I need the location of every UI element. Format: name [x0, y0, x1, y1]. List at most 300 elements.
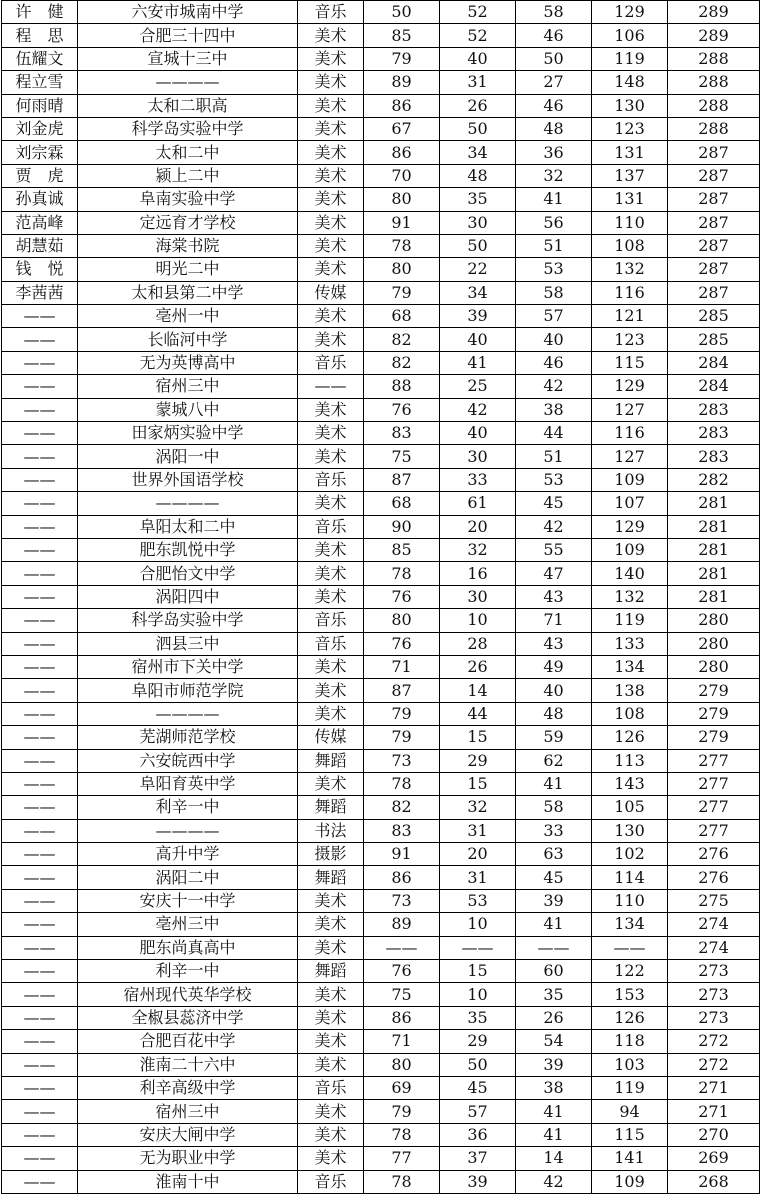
category-cell: 美术 — [298, 258, 364, 281]
school-cell: ———— — [78, 702, 298, 725]
score-1-cell: 91 — [364, 211, 440, 234]
score-4-cell: 106 — [592, 24, 668, 47]
score-3-cell: 46 — [516, 351, 592, 374]
score-4-cell: 115 — [592, 1123, 668, 1146]
table-row — [2, 211, 760, 234]
total-score-cell: 272 — [668, 1053, 760, 1076]
school-cell: 阜南实验中学 — [78, 188, 298, 211]
student-name-cell: —— — [2, 960, 78, 983]
score-2-cell: 30 — [440, 585, 516, 608]
score-1-cell: 76 — [364, 632, 440, 655]
category-cell: 摄影 — [298, 843, 364, 866]
score-3-cell: 41 — [516, 913, 592, 936]
student-name-cell: —— — [2, 515, 78, 538]
score-4-cell: 131 — [592, 141, 668, 164]
table-row — [2, 796, 760, 819]
score-4-cell: 116 — [592, 422, 668, 445]
total-score-cell: 283 — [668, 422, 760, 445]
student-name-cell: —— — [2, 351, 78, 374]
student-name-cell: —— — [2, 679, 78, 702]
category-cell: 美术 — [298, 772, 364, 795]
category-cell: 美术 — [298, 889, 364, 912]
category-cell: 美术 — [298, 305, 364, 328]
student-name-cell: —— — [2, 1123, 78, 1146]
table-row — [2, 492, 760, 515]
score-1-cell: 79 — [364, 726, 440, 749]
total-score-cell: 277 — [668, 749, 760, 772]
score-2-cell: 15 — [440, 960, 516, 983]
score-2-cell: 44 — [440, 702, 516, 725]
score-4-cell: 116 — [592, 281, 668, 304]
school-cell: 六安市城南中学 — [78, 1, 298, 24]
score-1-cell: 71 — [364, 1030, 440, 1053]
score-3-cell: 71 — [516, 609, 592, 632]
school-cell: 宿州现代英华学校 — [78, 983, 298, 1006]
school-cell: 安庆大闸中学 — [78, 1123, 298, 1146]
score-2-cell: 26 — [440, 94, 516, 117]
school-cell: 科学岛实验中学 — [78, 609, 298, 632]
score-1-cell: 78 — [364, 1123, 440, 1146]
score-1-cell: 87 — [364, 468, 440, 491]
table-row — [2, 843, 760, 866]
school-cell: 涡阳四中 — [78, 585, 298, 608]
score-1-cell: 67 — [364, 117, 440, 140]
score-1-cell: 80 — [364, 258, 440, 281]
score-4-cell: 110 — [592, 889, 668, 912]
total-score-cell: 279 — [668, 702, 760, 725]
score-1-cell: 80 — [364, 1053, 440, 1076]
category-cell: 美术 — [298, 422, 364, 445]
score-4-cell: 126 — [592, 1006, 668, 1029]
category-cell: 美术 — [298, 702, 364, 725]
score-2-cell: 40 — [440, 328, 516, 351]
score-4-cell: 129 — [592, 1, 668, 24]
score-2-cell: 34 — [440, 281, 516, 304]
student-name-cell: —— — [2, 772, 78, 795]
student-name-cell: —— — [2, 585, 78, 608]
total-score-cell: 288 — [668, 47, 760, 70]
total-score-cell: 281 — [668, 585, 760, 608]
score-2-cell: 30 — [440, 211, 516, 234]
student-name-cell: —— — [2, 796, 78, 819]
category-cell: 音乐 — [298, 515, 364, 538]
table-row — [2, 281, 760, 304]
school-cell: 利辛一中 — [78, 960, 298, 983]
score-3-cell: 33 — [516, 819, 592, 842]
score-1-cell: 68 — [364, 305, 440, 328]
score-2-cell: 40 — [440, 422, 516, 445]
score-1-cell: 78 — [364, 1170, 440, 1193]
score-3-cell: 46 — [516, 94, 592, 117]
score-4-cell: 108 — [592, 234, 668, 257]
total-score-cell: 288 — [668, 117, 760, 140]
score-2-cell: 32 — [440, 538, 516, 561]
school-cell: 无为职业中学 — [78, 1147, 298, 1170]
score-2-cell: 32 — [440, 796, 516, 819]
student-name-cell: 钱 悦 — [2, 258, 78, 281]
score-2-cell: 31 — [440, 71, 516, 94]
score-2-cell: 52 — [440, 1, 516, 24]
score-2-cell: 31 — [440, 819, 516, 842]
school-cell: 太和二职高 — [78, 94, 298, 117]
score-2-cell: 41 — [440, 351, 516, 374]
score-1-cell: 91 — [364, 843, 440, 866]
total-score-cell: 284 — [668, 375, 760, 398]
score-1-cell: —— — [364, 936, 440, 959]
category-cell: 美术 — [298, 1100, 364, 1123]
table-row — [2, 913, 760, 936]
score-3-cell: 48 — [516, 702, 592, 725]
table-row — [2, 609, 760, 632]
student-name-cell: 孙真诚 — [2, 188, 78, 211]
school-cell: ———— — [78, 819, 298, 842]
score-3-cell: 38 — [516, 1076, 592, 1099]
score-2-cell: 35 — [440, 1006, 516, 1029]
score-2-cell: 20 — [440, 515, 516, 538]
score-2-cell: 34 — [440, 141, 516, 164]
score-3-cell: 45 — [516, 492, 592, 515]
category-cell: 舞蹈 — [298, 796, 364, 819]
score-2-cell: 28 — [440, 632, 516, 655]
table-row — [2, 1076, 760, 1099]
table-row — [2, 632, 760, 655]
score-3-cell: 43 — [516, 632, 592, 655]
score-3-cell: 55 — [516, 538, 592, 561]
table-row — [2, 960, 760, 983]
score-2-cell: 30 — [440, 445, 516, 468]
category-cell: 美术 — [298, 655, 364, 678]
score-1-cell: 78 — [364, 234, 440, 257]
category-cell: 美术 — [298, 562, 364, 585]
total-score-cell: 280 — [668, 655, 760, 678]
score-1-cell: 79 — [364, 1100, 440, 1123]
category-cell: 音乐 — [298, 632, 364, 655]
total-score-cell: 268 — [668, 1170, 760, 1193]
table-row — [2, 234, 760, 257]
score-1-cell: 89 — [364, 913, 440, 936]
total-score-cell: 273 — [668, 1006, 760, 1029]
total-score-cell: 287 — [668, 211, 760, 234]
score-table — [1, 0, 760, 1194]
total-score-cell: 277 — [668, 772, 760, 795]
score-1-cell: 79 — [364, 702, 440, 725]
table-row — [2, 1123, 760, 1146]
score-4-cell: 118 — [592, 1030, 668, 1053]
category-cell: 美术 — [298, 188, 364, 211]
total-score-cell: 287 — [668, 234, 760, 257]
table-row — [2, 1170, 760, 1193]
score-3-cell: 42 — [516, 1170, 592, 1193]
score-1-cell: 73 — [364, 889, 440, 912]
score-2-cell: 15 — [440, 726, 516, 749]
table-row — [2, 936, 760, 959]
table-row — [2, 1053, 760, 1076]
table-row — [2, 258, 760, 281]
table-row — [2, 889, 760, 912]
school-cell: 宿州三中 — [78, 1100, 298, 1123]
category-cell: 美术 — [298, 585, 364, 608]
score-3-cell: 45 — [516, 866, 592, 889]
student-name-cell: —— — [2, 1100, 78, 1123]
school-cell: 合肥怡文中学 — [78, 562, 298, 585]
category-cell: 美术 — [298, 936, 364, 959]
score-4-cell: 109 — [592, 538, 668, 561]
school-cell: 长临河中学 — [78, 328, 298, 351]
school-cell: 阜阳市师范学院 — [78, 679, 298, 702]
table-row — [2, 1147, 760, 1170]
score-4-cell: 105 — [592, 796, 668, 819]
score-1-cell: 79 — [364, 281, 440, 304]
school-cell: 涡阳二中 — [78, 866, 298, 889]
total-score-cell: 273 — [668, 983, 760, 1006]
score-3-cell: 44 — [516, 422, 592, 445]
score-3-cell: 43 — [516, 585, 592, 608]
student-name-cell: —— — [2, 562, 78, 585]
student-name-cell: 胡慧茹 — [2, 234, 78, 257]
score-1-cell: 80 — [364, 188, 440, 211]
student-name-cell: —— — [2, 609, 78, 632]
total-score-cell: 288 — [668, 94, 760, 117]
school-cell: 肥东凯悦中学 — [78, 538, 298, 561]
score-4-cell: 119 — [592, 1076, 668, 1099]
school-cell: 宿州三中 — [78, 375, 298, 398]
score-1-cell: 85 — [364, 24, 440, 47]
table-row — [2, 562, 760, 585]
score-4-cell: —— — [592, 936, 668, 959]
total-score-cell: 287 — [668, 281, 760, 304]
total-score-cell: 277 — [668, 796, 760, 819]
table-row — [2, 422, 760, 445]
score-4-cell: 137 — [592, 164, 668, 187]
score-1-cell: 86 — [364, 141, 440, 164]
total-score-cell: 287 — [668, 164, 760, 187]
score-1-cell: 70 — [364, 164, 440, 187]
total-score-cell: 281 — [668, 562, 760, 585]
student-name-cell: —— — [2, 398, 78, 421]
category-cell: 美术 — [298, 328, 364, 351]
score-1-cell: 82 — [364, 328, 440, 351]
school-cell: 海棠书院 — [78, 234, 298, 257]
score-4-cell: 107 — [592, 492, 668, 515]
total-score-cell: 288 — [668, 71, 760, 94]
student-name-cell: —— — [2, 936, 78, 959]
student-name-cell: —— — [2, 1030, 78, 1053]
total-score-cell: 269 — [668, 1147, 760, 1170]
score-3-cell: 42 — [516, 515, 592, 538]
score-2-cell: 48 — [440, 164, 516, 187]
student-name-cell: 李茜茜 — [2, 281, 78, 304]
score-4-cell: 109 — [592, 468, 668, 491]
total-score-cell: 272 — [668, 1030, 760, 1053]
score-4-cell: 132 — [592, 258, 668, 281]
total-score-cell: 279 — [668, 726, 760, 749]
score-3-cell: 54 — [516, 1030, 592, 1053]
score-1-cell: 82 — [364, 796, 440, 819]
score-4-cell: 94 — [592, 1100, 668, 1123]
table-row — [2, 1, 760, 24]
category-cell: 美术 — [298, 164, 364, 187]
school-cell: ———— — [78, 71, 298, 94]
student-name-cell: 许 健 — [2, 1, 78, 24]
student-name-cell: 刘金虎 — [2, 117, 78, 140]
school-cell: 宿州市下关中学 — [78, 655, 298, 678]
score-2-cell: 61 — [440, 492, 516, 515]
score-4-cell: 134 — [592, 913, 668, 936]
score-1-cell: 68 — [364, 492, 440, 515]
total-score-cell: 276 — [668, 843, 760, 866]
total-score-cell: 271 — [668, 1100, 760, 1123]
score-2-cell: 25 — [440, 375, 516, 398]
score-4-cell: 115 — [592, 351, 668, 374]
student-name-cell: —— — [2, 375, 78, 398]
school-cell: 涡阳一中 — [78, 445, 298, 468]
score-1-cell: 86 — [364, 94, 440, 117]
table-row — [2, 375, 760, 398]
table-row — [2, 538, 760, 561]
school-cell: 利辛高级中学 — [78, 1076, 298, 1099]
student-name-cell: —— — [2, 702, 78, 725]
table-row — [2, 117, 760, 140]
category-cell: 美术 — [298, 71, 364, 94]
table-row — [2, 188, 760, 211]
school-cell: 太和二中 — [78, 141, 298, 164]
score-3-cell: 41 — [516, 1100, 592, 1123]
score-2-cell: 52 — [440, 24, 516, 47]
student-name-cell: —— — [2, 328, 78, 351]
table-row — [2, 94, 760, 117]
score-3-cell: 26 — [516, 1006, 592, 1029]
table-row — [2, 141, 760, 164]
total-score-cell: 279 — [668, 679, 760, 702]
score-2-cell: 50 — [440, 234, 516, 257]
category-cell: 舞蹈 — [298, 866, 364, 889]
score-4-cell: 129 — [592, 515, 668, 538]
score-1-cell: 87 — [364, 679, 440, 702]
school-cell: 明光二中 — [78, 258, 298, 281]
table-row — [2, 445, 760, 468]
category-cell: 音乐 — [298, 609, 364, 632]
score-1-cell: 78 — [364, 562, 440, 585]
score-4-cell: 130 — [592, 94, 668, 117]
category-cell: 美术 — [298, 211, 364, 234]
score-2-cell: 50 — [440, 1053, 516, 1076]
score-2-cell: 10 — [440, 913, 516, 936]
score-4-cell: 113 — [592, 749, 668, 772]
score-1-cell: 76 — [364, 960, 440, 983]
total-score-cell: 289 — [668, 24, 760, 47]
score-3-cell: 58 — [516, 1, 592, 24]
score-3-cell: 41 — [516, 1123, 592, 1146]
total-score-cell: 280 — [668, 632, 760, 655]
total-score-cell: 287 — [668, 188, 760, 211]
total-score-cell: 270 — [668, 1123, 760, 1146]
score-1-cell: 85 — [364, 538, 440, 561]
total-score-cell: 275 — [668, 889, 760, 912]
category-cell: 美术 — [298, 117, 364, 140]
score-2-cell: 22 — [440, 258, 516, 281]
score-3-cell: 39 — [516, 889, 592, 912]
school-cell: 科学岛实验中学 — [78, 117, 298, 140]
score-4-cell: 121 — [592, 305, 668, 328]
score-3-cell: 32 — [516, 164, 592, 187]
score-1-cell: 88 — [364, 375, 440, 398]
score-4-cell: 130 — [592, 819, 668, 842]
table-row — [2, 398, 760, 421]
student-name-cell: —— — [2, 632, 78, 655]
school-cell: 合肥百花中学 — [78, 1030, 298, 1053]
score-4-cell: 148 — [592, 71, 668, 94]
score-3-cell: 60 — [516, 960, 592, 983]
score-2-cell: 16 — [440, 562, 516, 585]
score-2-cell: 36 — [440, 1123, 516, 1146]
table-row — [2, 726, 760, 749]
total-score-cell: 283 — [668, 398, 760, 421]
score-2-cell: 29 — [440, 1030, 516, 1053]
table-row — [2, 71, 760, 94]
score-4-cell: 153 — [592, 983, 668, 1006]
score-3-cell: 35 — [516, 983, 592, 1006]
category-cell: 美术 — [298, 24, 364, 47]
score-4-cell: 129 — [592, 375, 668, 398]
score-3-cell: 42 — [516, 375, 592, 398]
score-1-cell: 86 — [364, 1006, 440, 1029]
student-name-cell: —— — [2, 889, 78, 912]
table-row — [2, 1006, 760, 1029]
score-4-cell: 133 — [592, 632, 668, 655]
table-row — [2, 866, 760, 889]
school-cell: 蒙城八中 — [78, 398, 298, 421]
total-score-cell: 281 — [668, 492, 760, 515]
total-score-cell: 273 — [668, 960, 760, 983]
score-1-cell: 86 — [364, 866, 440, 889]
total-score-cell: 285 — [668, 328, 760, 351]
category-cell: 传媒 — [298, 726, 364, 749]
score-3-cell: 62 — [516, 749, 592, 772]
school-cell: 颍上二中 — [78, 164, 298, 187]
school-cell: 亳州三中 — [78, 913, 298, 936]
student-name-cell: 贾 虎 — [2, 164, 78, 187]
category-cell: 美术 — [298, 1147, 364, 1170]
score-2-cell: 35 — [440, 188, 516, 211]
table-row — [2, 515, 760, 538]
score-3-cell: 48 — [516, 117, 592, 140]
student-name-cell: —— — [2, 1147, 78, 1170]
student-name-cell: —— — [2, 1170, 78, 1193]
score-3-cell: 51 — [516, 234, 592, 257]
total-score-cell: 277 — [668, 819, 760, 842]
category-cell: 美术 — [298, 538, 364, 561]
score-4-cell: 119 — [592, 47, 668, 70]
school-cell: 无为英博高中 — [78, 351, 298, 374]
school-cell: 高升中学 — [78, 843, 298, 866]
category-cell: 音乐 — [298, 468, 364, 491]
score-4-cell: 122 — [592, 960, 668, 983]
score-3-cell: 39 — [516, 1053, 592, 1076]
school-cell: 世界外国语学校 — [78, 468, 298, 491]
student-name-cell: 刘宗霖 — [2, 141, 78, 164]
table-row — [2, 749, 760, 772]
score-3-cell: 47 — [516, 562, 592, 585]
score-1-cell: 76 — [364, 585, 440, 608]
school-cell: 淮南十中 — [78, 1170, 298, 1193]
school-cell: 太和县第二中学 — [78, 281, 298, 304]
student-name-cell: —— — [2, 983, 78, 1006]
score-2-cell: 14 — [440, 679, 516, 702]
score-3-cell: 50 — [516, 47, 592, 70]
category-cell: 美术 — [298, 679, 364, 702]
score-4-cell: 132 — [592, 585, 668, 608]
total-score-cell: 287 — [668, 258, 760, 281]
